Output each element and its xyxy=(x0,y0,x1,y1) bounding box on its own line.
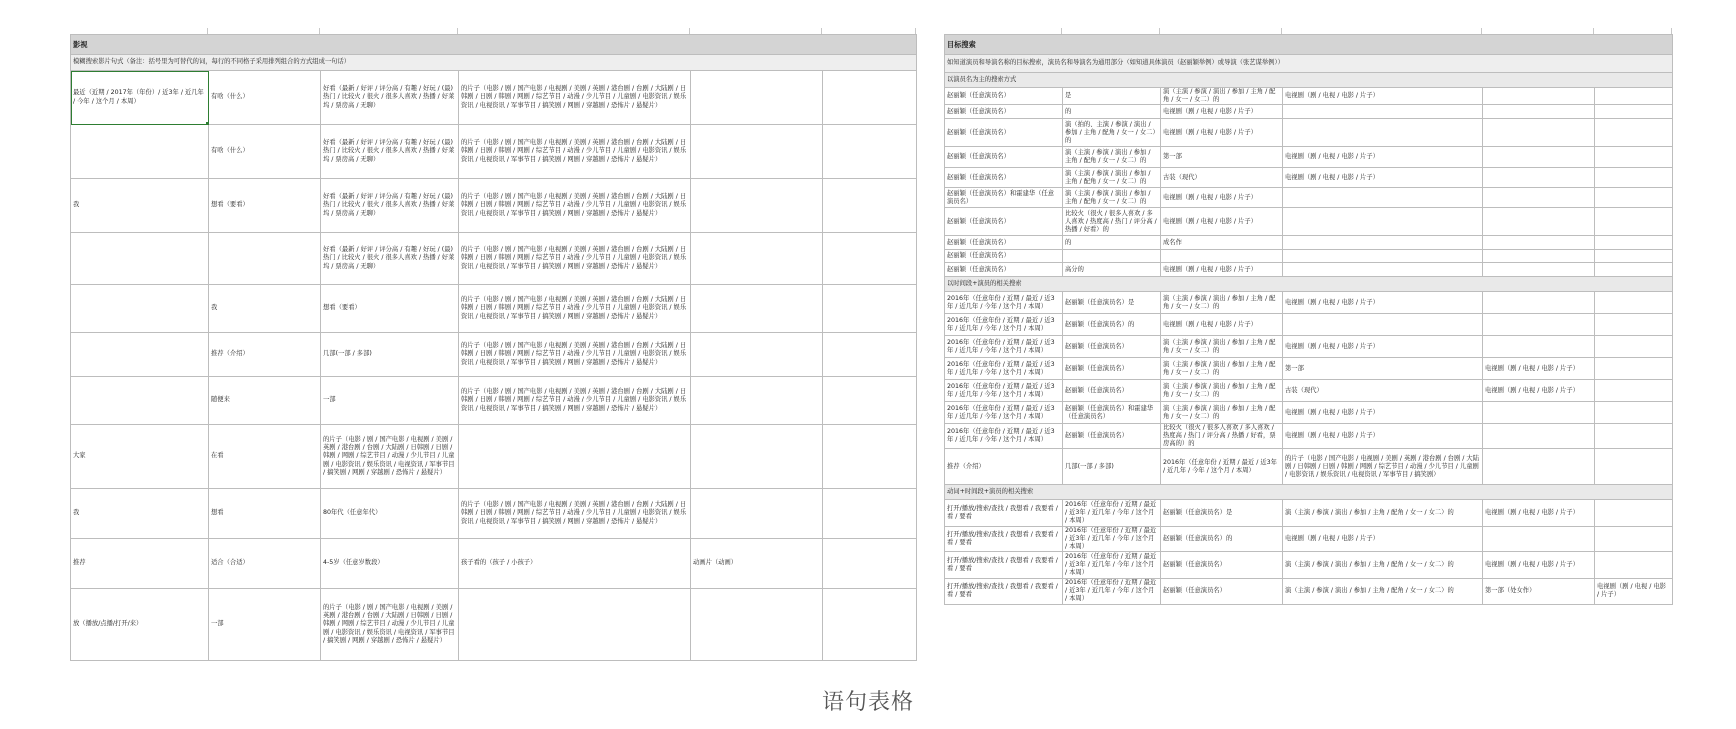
table-cell[interactable]: 80年代（任意年代） xyxy=(321,489,459,539)
table-cell[interactable] xyxy=(1595,147,1673,168)
right-top-gridlines xyxy=(944,28,1672,34)
table-cell[interactable]: 电视剧（剧 / 电视 / 电影 / 片子） xyxy=(1283,88,1483,105)
table-cell[interactable]: 赵丽颖（任意演员名） xyxy=(945,236,1063,250)
table-cell[interactable] xyxy=(71,233,209,285)
table-cell[interactable] xyxy=(1483,250,1595,263)
table-row xyxy=(71,179,917,233)
table-row xyxy=(945,208,1673,236)
table-cell[interactable]: 打开/播放/搜索/查找 / 我想看 / 我要看 / 看 / 要看 xyxy=(945,579,1063,604)
table-cell[interactable]: 几部(一部 / 多部) xyxy=(1063,449,1161,485)
table-row xyxy=(945,358,1673,380)
table-cell[interactable] xyxy=(823,285,917,333)
table-cell[interactable] xyxy=(1483,208,1595,236)
table-cell[interactable] xyxy=(1595,119,1673,147)
table-cell[interactable] xyxy=(1283,119,1483,147)
table-cell[interactable]: 的片子（电影 / 剧 / 国产电影 / 电视剧 / 美剧 / 英剧 / 港台剧 / 台剧 / 大陆剧 / 日韩剧 / 日剧 / 韩剧 / 网剧 / 综艺节目 / 动漫 / 少儿节目 / 儿童剧 / 电影资讯 / 娱乐资讯 / 电视资讯 / 军事节目 / 搞笑剧 / 网剧 / 穿越剧 / 恐怖片 / 悬疑片） xyxy=(459,377,691,425)
section-heading xyxy=(945,277,1673,292)
table-row xyxy=(71,539,917,589)
table-cell[interactable] xyxy=(1283,208,1483,236)
table-row xyxy=(945,188,1673,208)
table-cell[interactable]: 古装（现代） xyxy=(1283,380,1483,402)
right-spreadsheet xyxy=(944,34,1672,668)
table-cell[interactable] xyxy=(1483,449,1595,485)
table-cell[interactable]: 赵丽颖（任意演员名） xyxy=(1063,380,1161,402)
table-cell[interactable]: 比较火（很火 / 很多人喜欢 / 多人喜欢 / 热度高 / 热门 / 评分高 / 热播 / 好看）的 xyxy=(1063,208,1161,236)
table-cell[interactable]: 2016年（任意年份 / 近期 / 最近 / 近3年 / 近几年 / 今年 / 这个月 / 本周） xyxy=(1063,527,1161,552)
table-cell[interactable] xyxy=(1483,527,1595,552)
table-cell[interactable]: 2016年（任意年份 / 近期 / 最近 / 近3年 / 近几年 / 今年 / 这个月 / 本周） xyxy=(945,336,1063,358)
table-cell[interactable]: 一部 xyxy=(209,589,321,661)
gridline-tick xyxy=(457,28,458,34)
table-cell[interactable] xyxy=(1483,147,1595,168)
table-cell[interactable] xyxy=(691,333,823,377)
table-row xyxy=(945,263,1673,277)
table-cell[interactable] xyxy=(459,425,691,489)
table-cell[interactable] xyxy=(1595,527,1673,552)
table-cell[interactable]: 的片子（电影 / 剧 / 国产电影 / 电视剧 / 美剧 / 英剧 / 港台剧 / 台剧 / 大陆剧 / 日韩剧 / 日剧 / 韩剧 / 网剧 / 综艺节目 / 动漫 / 少儿节目 / 儿童剧 / 电影资讯 / 娱乐资讯 / 电视资讯 / 军事节目 / 搞笑剧 / 网剧 / 穿越剧 / 恐怖片 / 悬疑片） xyxy=(459,285,691,333)
section-heading xyxy=(945,73,1673,88)
table-cell[interactable]: 2016年（任意年份 / 近期 / 最近 / 近3年 / 近几年 / 今年 / 这个月 / 本周） xyxy=(945,358,1063,380)
table-cell[interactable] xyxy=(1595,449,1673,485)
table-cell[interactable]: 演（主演 / 参演 / 演出 / 参加 / 主角 / 配角 / 女一 / 女二）的 xyxy=(1283,579,1483,604)
table-cell[interactable]: 电视剧（剧 / 电视 / 电影 / 片子） xyxy=(1483,358,1595,380)
table-cell[interactable] xyxy=(1483,292,1595,314)
table-cell[interactable]: 赵丽颖（任意演员名） xyxy=(1063,358,1161,380)
table-cell[interactable]: 赵丽颖（任意演员名）和霍建华（任意演员名） xyxy=(1063,402,1161,424)
table-cell[interactable] xyxy=(823,377,917,425)
table-cell[interactable] xyxy=(1483,263,1595,277)
table-cell[interactable] xyxy=(1595,552,1673,579)
table-cell[interactable] xyxy=(1595,424,1673,449)
table-cell[interactable] xyxy=(1161,250,1283,263)
section-heading xyxy=(945,485,1673,500)
table-cell[interactable] xyxy=(1595,88,1673,105)
table-cell[interactable]: 演（主演 / 参演 / 演出 / 参加 / 主角 / 配角 / 女一 / 女二）的 xyxy=(1063,147,1161,168)
table-cell[interactable] xyxy=(71,333,209,377)
right-sheet-title xyxy=(945,35,1673,55)
table-row xyxy=(945,147,1673,168)
table-cell[interactable] xyxy=(1283,263,1483,277)
table-row xyxy=(945,527,1673,552)
gridline-tick xyxy=(1281,28,1282,34)
table-cell[interactable] xyxy=(1483,314,1595,336)
table-row xyxy=(71,589,917,661)
table-row xyxy=(71,333,917,377)
gridline-tick xyxy=(821,28,822,34)
table-cell[interactable]: 赵丽颖（任意演员名） xyxy=(945,88,1063,105)
table-cell[interactable]: 演（主演 / 参演 / 演出 / 参加 / 主角 / 配角 / 女一 / 女二）的 xyxy=(1161,88,1283,105)
table-cell[interactable] xyxy=(1595,402,1673,424)
table-cell[interactable]: 电视剧（剧 / 电视 / 电影 / 片子） xyxy=(1283,147,1483,168)
table-cell[interactable] xyxy=(1595,336,1673,358)
right-sheet-note xyxy=(945,55,1673,73)
table-cell[interactable]: 演（主演 / 参演 / 演出 / 参加 / 主角 / 配角 / 女一 / 女二）的 xyxy=(1283,500,1483,527)
table-cell[interactable] xyxy=(1595,358,1673,380)
table-row xyxy=(945,552,1673,579)
table-cell[interactable]: 赵丽颖（任意演员名） xyxy=(945,250,1063,263)
right-sheet-title-cell[interactable]: 目标搜索 xyxy=(945,35,1673,55)
gridline-tick xyxy=(1159,28,1160,34)
table-cell[interactable]: 电视剧（剧 / 电视 / 电影 / 片子） xyxy=(1161,119,1283,147)
table-cell[interactable] xyxy=(1595,236,1673,250)
table-cell[interactable] xyxy=(823,489,917,539)
table-cell[interactable]: 适合（合适） xyxy=(209,539,321,589)
table-cell[interactable]: 打开/播放/搜索/查找 / 我想看 / 我要看 / 看 / 要看 xyxy=(945,500,1063,527)
table-cell[interactable] xyxy=(691,179,823,233)
table-cell[interactable]: 的片子（电影 / 剧 / 国产电影 / 电视剧 / 美剧 / 英剧 / 港台剧 / 台剧 / 大陆剧 / 日韩剧 / 日剧 / 韩剧 / 网剧 / 综艺节目 / 动漫 / 少儿节目 / 儿童剧 / 电影资讯 / 娱乐资讯 / 电视资讯 / 军事节目 / 搞笑剧 / 网剧 / 穿越剧 / 恐怖片 / 悬疑片） xyxy=(459,233,691,285)
table-cell[interactable] xyxy=(209,233,321,285)
left-sentence-table xyxy=(70,34,917,661)
table-cell[interactable]: 赵丽颖（任意演员名） xyxy=(1161,579,1283,604)
table-cell[interactable] xyxy=(1483,119,1595,147)
section-heading-cell[interactable]: 动词+时间段+演员的相关搜索 xyxy=(945,485,1673,500)
table-cell[interactable]: 赵丽颖（任意演员名） xyxy=(1063,424,1161,449)
table-cell[interactable] xyxy=(1283,250,1483,263)
table-cell[interactable]: 2016年（任意年份 / 近期 / 最近 / 近3年 / 近几年 / 今年 / 这个月 / 本周） xyxy=(945,380,1063,402)
table-cell[interactable]: 赵丽颖（任意演员名） xyxy=(1161,552,1283,579)
gridline-tick xyxy=(207,28,208,34)
left-sheet-title-cell[interactable]: 影视 xyxy=(71,35,917,55)
table-row xyxy=(945,236,1673,250)
table-cell[interactable]: 电视剧（剧 / 电视 / 电影 / 片子） xyxy=(1283,402,1483,424)
table-cell[interactable]: 2016年（任意年份 / 近期 / 最近 / 近3年 / 近几年 / 今年 / 这个月 / 本周） xyxy=(1161,449,1283,485)
table-cell[interactable] xyxy=(1595,314,1673,336)
table-row xyxy=(945,314,1673,336)
table-row xyxy=(71,71,917,125)
table-cell[interactable] xyxy=(1483,188,1595,208)
table-cell[interactable] xyxy=(1595,380,1673,402)
table-cell[interactable] xyxy=(1483,105,1595,119)
table-cell[interactable] xyxy=(1595,263,1673,277)
table-cell[interactable]: 4-5岁（任意岁数段） xyxy=(321,539,459,589)
table-cell[interactable]: 电视剧（剧 / 电视 / 电影 / 片子） xyxy=(1283,527,1483,552)
table-cell[interactable]: 有啥（什么） xyxy=(209,71,321,125)
table-row xyxy=(71,285,917,333)
right-target-search-table xyxy=(944,34,1673,605)
table-cell[interactable]: 的片子（电影 / 剧 / 国产电影 / 电视剧 / 美剧 / 英剧 / 港台剧 / 台剧 / 大陆剧 / 日韩剧 / 日剧 / 韩剧 / 网剧 / 综艺节目 / 动漫 / 少儿节目 / 儿童剧 / 电影资讯 / 娱乐资讯 / 电视资讯 / 军事节目 / 搞笑剧 / 网剧 / 穿越剧 / 恐怖片 / 悬疑片） xyxy=(459,333,691,377)
table-cell[interactable]: 电视剧（剧 / 电视 / 电影 / 片子） xyxy=(1283,292,1483,314)
table-cell[interactable] xyxy=(1483,236,1595,250)
table-cell[interactable]: 赵丽颖（任意演员名） xyxy=(945,168,1063,188)
table-row xyxy=(945,119,1673,147)
gridline-tick xyxy=(915,28,916,34)
gridline-tick xyxy=(1481,28,1482,34)
table-cell[interactable]: 演（主演 / 参演 / 演出 / 参加 / 主角 / 配角 / 女一 / 女二）的 xyxy=(1063,168,1161,188)
table-cell[interactable]: 赵丽颖（任意演员名）是 xyxy=(1161,500,1283,527)
table-row xyxy=(945,336,1673,358)
table-cell[interactable] xyxy=(691,425,823,489)
table-cell[interactable] xyxy=(1595,292,1673,314)
table-cell[interactable]: 想看（要看） xyxy=(321,285,459,333)
table-cell[interactable]: 赵丽颖（任意演员名）的 xyxy=(1063,314,1161,336)
table-row xyxy=(945,168,1673,188)
table-cell[interactable]: 电视剧（剧 / 电视 / 电影 / 片子） xyxy=(1483,552,1595,579)
table-cell[interactable]: 我 xyxy=(209,285,321,333)
table-cell[interactable]: 第一部 xyxy=(1283,358,1483,380)
table-cell[interactable]: 第一部（处女作） xyxy=(1483,579,1595,604)
table-cell[interactable]: 好看（最新 / 好评 / 评分高 / 有趣 / 好玩 / (最) 热门 / 比较火 / 很火 / 很多人喜欢 / 热播 / 好莱坞 / 票房高 / 无聊） xyxy=(321,179,459,233)
table-row xyxy=(945,402,1673,424)
table-cell[interactable]: 比较火（很火 / 很多人喜欢 / 多人喜欢 / 热度高 / 热门 / 评分高 / 热播 / 好看，票房高的）的 xyxy=(1161,424,1283,449)
table-cell[interactable]: 古装（现代） xyxy=(1161,168,1283,188)
table-cell[interactable]: 放（播放/点播/打开/来） xyxy=(71,589,209,661)
table-cell[interactable]: 演（主演 / 参演 / 演出 / 参加 / 主角 / 配角 / 女一 / 女二）的 xyxy=(1161,358,1283,380)
table-cell[interactable]: 的片子（电影 / 剧 / 国产电影 / 电视剧 / 美剧 / 英剧 / 港台剧 / 台剧 / 大陆剧 / 日韩剧 / 日剧 / 韩剧 / 网剧 / 综艺节目 / 动漫 / 少儿节目 / 儿童剧 / 电影资讯 / 娱乐资讯 / 电视资讯 / 军事节目 / 搞笑剧 / 网剧 / 穿越剧 / 恐怖片 / 悬疑片） xyxy=(459,125,691,179)
table-cell[interactable] xyxy=(1483,88,1595,105)
table-cell[interactable]: 2016年（任意年份 / 近期 / 最近 / 近3年 / 近几年 / 今年 / 这个月 / 本周） xyxy=(945,314,1063,336)
table-cell[interactable]: 动画片（动画） xyxy=(691,539,823,589)
table-cell[interactable]: 有啥（什么） xyxy=(209,125,321,179)
table-cell[interactable]: 打开/播放/搜索/查找 / 我想看 / 我要看 / 看 / 要看 xyxy=(945,527,1063,552)
table-cell[interactable]: 的片子（电影 / 剧 / 国产电影 / 电视剧 / 美剧 / 英剧 / 港台剧 / 台剧 / 大陆剧 / 日韩剧 / 日剧 / 韩剧 / 网剧 / 综艺节目 / 动漫 / 少儿节目 / 儿童剧 / 电影资讯 / 娱乐资讯 / 电视资讯 / 军事节目 / 搞笑剧 / 网剧 / 穿越剧 / 恐怖片 / 悬疑片） xyxy=(459,179,691,233)
gridline-tick xyxy=(1061,28,1062,34)
table-cell[interactable] xyxy=(1283,236,1483,250)
table-cell[interactable] xyxy=(1063,250,1161,263)
table-cell[interactable] xyxy=(71,285,209,333)
table-cell[interactable]: 赵丽颖（任意演员名） xyxy=(945,208,1063,236)
gridline-tick xyxy=(1593,28,1594,34)
table-cell[interactable] xyxy=(459,589,691,661)
table-cell[interactable]: 推荐 xyxy=(71,539,209,589)
table-cell[interactable]: 赵丽颖（任意演员名）是 xyxy=(1063,292,1161,314)
selected-cell[interactable]: 最近（近期 / 2017年（年份）/ 近3年 / 近几年 / 今年 / 这个月 / 本周） xyxy=(71,71,209,125)
table-cell[interactable] xyxy=(823,233,917,285)
table-cell[interactable] xyxy=(691,489,823,539)
table-cell[interactable]: 电视剧（剧 / 电视 / 电影 / 片子） xyxy=(1161,263,1283,277)
table-cell[interactable]: 电视剧（剧 / 电视 / 电影 / 片子） xyxy=(1161,208,1283,236)
table-cell[interactable] xyxy=(71,125,209,179)
table-cell[interactable]: 想看（要看） xyxy=(209,179,321,233)
table-cell[interactable] xyxy=(1595,250,1673,263)
table-cell[interactable]: 孩子看的（孩子 / 小孩子） xyxy=(459,539,691,589)
section-heading-cell[interactable]: 以演员名为主的搜索方式 xyxy=(945,73,1673,88)
table-cell[interactable]: 我 xyxy=(71,489,209,539)
table-cell[interactable] xyxy=(1595,188,1673,208)
table-cell[interactable]: 电视剧（剧 / 电视 / 电影 / 片子） xyxy=(1161,105,1283,119)
table-cell[interactable]: 演（主演 / 参演 / 演出 / 参加 / 主角 / 配角 / 女一 / 女二）的 xyxy=(1161,292,1283,314)
table-cell[interactable]: 第一部 xyxy=(1161,147,1283,168)
table-cell[interactable]: 在看 xyxy=(209,425,321,489)
table-cell[interactable] xyxy=(1483,424,1595,449)
left-sheet-note-cell[interactable]: 模糊搜索影片句式（备注：括号里为可替代的词，每行的不同格子采用排列组合的方式组成一句话） xyxy=(71,55,917,71)
table-row xyxy=(945,105,1673,119)
gridline-tick xyxy=(319,28,320,34)
table-cell[interactable]: 演（主演 / 参演 / 演出 / 参加 / 主角 / 配角 / 女一 / 女二）的 xyxy=(1283,552,1483,579)
table-cell[interactable]: 推荐（介绍） xyxy=(945,449,1063,485)
table-cell[interactable]: 演（拍的、主演 / 参演 / 演出 / 参加 / 主角 / 配角 / 女一 / 女二）的 xyxy=(1063,119,1161,147)
table-cell[interactable]: 赵丽颖（任意演员名）的 xyxy=(1161,527,1283,552)
table-row xyxy=(945,500,1673,527)
table-cell[interactable]: 赵丽颖（任意演员名） xyxy=(1063,336,1161,358)
table-cell[interactable] xyxy=(1483,402,1595,424)
left-spreadsheet xyxy=(70,34,916,668)
table-cell[interactable]: 好看（最新 / 好评 / 评分高 / 有趣 / 好玩 / (最) 热门 / 比较火 / 很火 / 很多人喜欢 / 热播 / 好莱坞 / 票房高 / 无聊） xyxy=(321,233,459,285)
table-row xyxy=(945,449,1673,485)
table-cell[interactable]: 是 xyxy=(1063,88,1161,105)
table-cell[interactable] xyxy=(1595,500,1673,527)
table-cell[interactable]: 电视剧（剧 / 电视 / 电影 / 片子） xyxy=(1161,314,1283,336)
table-cell[interactable] xyxy=(691,71,823,125)
table-cell[interactable]: 大家 xyxy=(71,425,209,489)
table-row xyxy=(945,424,1673,449)
table-cell[interactable]: 高分的 xyxy=(1063,263,1161,277)
table-cell[interactable] xyxy=(823,589,917,661)
table-cell[interactable]: 推荐（介绍） xyxy=(209,333,321,377)
table-cell[interactable]: 电视剧（剧 / 电视 / 电影 / 片子） xyxy=(1283,336,1483,358)
table-row xyxy=(71,233,917,285)
table-row xyxy=(945,250,1673,263)
table-cell[interactable]: 电视剧（剧 / 电视 / 电影 / 片子） xyxy=(1283,424,1483,449)
gridline-tick xyxy=(1671,28,1672,34)
table-row xyxy=(945,292,1673,314)
table-cell[interactable] xyxy=(691,233,823,285)
table-cell[interactable]: 电视剧（剧 / 电视 / 电影 / 片子） xyxy=(1483,380,1595,402)
left-sheet-note xyxy=(71,55,917,71)
table-cell[interactable]: 演（主演 / 参演 / 演出 / 参加 / 主角 / 配角 / 女一 / 女二）的 xyxy=(1161,402,1283,424)
table-cell[interactable]: 好看（最新 / 好评 / 评分高 / 有趣 / 好玩 / (最) 热门 / 比较火 / 很火 / 很多人喜欢 / 热播 / 好莱坞 / 票房高 / 无聊） xyxy=(321,71,459,125)
table-row xyxy=(71,125,917,179)
table-cell[interactable] xyxy=(823,125,917,179)
table-row xyxy=(945,380,1673,402)
table-cell[interactable]: 2016年（任意年份 / 近期 / 最近 / 近3年 / 近几年 / 今年 / 这个月 / 本周） xyxy=(1063,500,1161,527)
table-cell[interactable]: 想看 xyxy=(209,489,321,539)
table-cell[interactable]: 赵丽颖（任意演员名） xyxy=(945,147,1063,168)
table-cell[interactable] xyxy=(71,377,209,425)
table-cell[interactable] xyxy=(823,71,917,125)
table-cell[interactable]: 演（主演 / 参演 / 演出 / 参加 / 主角 / 配角 / 女一 / 女二）的 xyxy=(1161,380,1283,402)
table-cell[interactable] xyxy=(823,539,917,589)
table-cell[interactable] xyxy=(691,125,823,179)
table-row xyxy=(945,88,1673,105)
table-cell[interactable] xyxy=(823,333,917,377)
table-cell[interactable]: 2016年（任意年份 / 近期 / 最近 / 近3年 / 近几年 / 今年 / 这个月 / 本周） xyxy=(945,424,1063,449)
table-row xyxy=(71,489,917,539)
table-cell[interactable]: 赵丽颖（任意演员名） xyxy=(945,263,1063,277)
table-cell[interactable]: 的 xyxy=(1063,236,1161,250)
table-cell[interactable] xyxy=(691,377,823,425)
table-cell[interactable]: 随便来 xyxy=(209,377,321,425)
section-heading-cell[interactable]: 以时间段+演员的相关搜索 xyxy=(945,277,1673,292)
table-cell[interactable]: 电视剧（剧 / 电视 / 电影 / 片子） xyxy=(1595,579,1673,604)
table-cell[interactable]: 2016年（任意年份 / 近期 / 最近 / 近3年 / 近几年 / 今年 / 这个月 / 本周） xyxy=(1063,552,1161,579)
table-cell[interactable]: 演（主演 / 参演 / 演出 / 参加 / 主角 / 配角 / 女一 / 女二）的 xyxy=(1063,188,1161,208)
table-cell[interactable]: 的片子（电影 / 剧 / 国产电影 / 电视剧 / 美剧 / 英剧 / 港台剧 / 台剧 / 大陆剧 / 日韩剧 / 日剧 / 韩剧 / 网剧 / 综艺节目 / 动漫 / 少儿节目 / 儿童剧 / 电影资讯 / 娱乐资讯 / 电视资讯 / 军事节目 / 搞笑剧 / 网剧 / 穿越剧 / 恐怖片 / 悬疑片） xyxy=(321,589,459,661)
table-row xyxy=(71,377,917,425)
table-cell[interactable]: 的片子（电影 / 剧 / 国产电影 / 电视剧 / 美剧 / 英剧 / 港台剧 / 台剧 / 大陆剧 / 日韩剧 / 日剧 / 韩剧 / 网剧 / 综艺节目 / 动漫 / 少儿节目 / 儿童剧 / 电影资讯 / 娱乐资讯 / 电视资讯 / 军事节目 / 搞笑剧 / 网剧 / 穿越剧 / 恐怖片 / 悬疑片） xyxy=(459,489,691,539)
table-cell[interactable]: 好看（最新 / 好评 / 评分高 / 有趣 / 好玩 / (最) 热门 / 比较火 / 很火 / 很多人喜欢 / 热播 / 好莱坞 / 票房高 / 无聊） xyxy=(321,125,459,179)
table-cell[interactable]: 的片子（电影 / 国产电影 / 电视剧 / 美剧 / 英剧 / 港台剧 / 台剧 / 大陆剧 / 日韩剧 / 日剧 / 韩剧 / 网剧 / 综艺节目 / 动漫 / 少儿节目 / 儿童剧 / 电影资讯 / 娱乐资讯 / 电视资讯 / 军事节目 / 搞笑剧） xyxy=(1283,449,1483,485)
table-cell[interactable] xyxy=(1595,168,1673,188)
table-cell[interactable] xyxy=(1483,336,1595,358)
table-cell[interactable] xyxy=(823,425,917,489)
table-cell[interactable] xyxy=(1595,208,1673,236)
table-cell[interactable] xyxy=(1283,188,1483,208)
table-cell[interactable] xyxy=(691,285,823,333)
table-cell[interactable]: 电视剧（剧 / 电视 / 电影 / 片子） xyxy=(1161,188,1283,208)
table-cell[interactable]: 的 xyxy=(1063,105,1161,119)
table-cell[interactable]: 打开/播放/搜索/查找 / 我想看 / 我要看 / 看 / 要看 xyxy=(945,552,1063,579)
table-cell[interactable]: 一部 xyxy=(321,377,459,425)
right-sheet-note-cell[interactable]: 如知道演员和导演名称的目标搜索，演员名和导演名为通用部分（如知道具体演员（赵丽颖举例）或导演（张艺谋举例）） xyxy=(945,55,1673,73)
figure-caption: 语句表格 xyxy=(821,690,914,715)
table-cell[interactable]: 的片子（电影 / 剧 / 国产电影 / 电视剧 / 美剧 / 英剧 / 港台剧 / 台剧 / 大陆剧 / 日韩剧 / 日剧 / 韩剧 / 网剧 / 综艺节目 / 动漫 / 少儿节目 / 儿童剧 / 电影资讯 / 娱乐资讯 / 电视资讯 / 军事节目 / 搞笑剧 / 网剧 / 穿越剧 / 恐怖片 / 悬疑片） xyxy=(459,71,691,125)
left-sheet-title xyxy=(71,35,917,55)
table-cell[interactable] xyxy=(823,179,917,233)
table-row xyxy=(945,579,1673,604)
table-cell[interactable]: 的片子（电影 / 剧 / 国产电影 / 电视剧 / 美剧 / 英剧 / 港台剧 / 台剧 / 大陆剧 / 日韩剧 / 日剧 / 韩剧 / 网剧 / 综艺节目 / 动漫 / 少儿节目 / 儿童剧 / 电影资讯 / 娱乐资讯 / 电视资讯 / 军事节目 / 搞笑剧 / 网剧 / 穿越剧 / 恐怖片 / 悬疑片） xyxy=(321,425,459,489)
table-cell[interactable]: 演（主演 / 参演 / 演出 / 参加 / 主角 / 配角 / 女一 / 女二）的 xyxy=(1161,336,1283,358)
table-cell[interactable] xyxy=(1283,314,1483,336)
table-cell[interactable]: 我 xyxy=(71,179,209,233)
table-cell[interactable]: 几部(一部 / 多部) xyxy=(321,333,459,377)
table-cell[interactable]: 2016年（任意年份 / 近期 / 最近 / 近3年 / 近几年 / 今年 / 这个月 / 本周） xyxy=(945,402,1063,424)
table-cell[interactable]: 2016年（任意年份 / 近期 / 最近 / 近3年 / 近几年 / 今年 / 这个月 / 本周） xyxy=(1063,579,1161,604)
table-cell[interactable]: 电视剧（剧 / 电视 / 电影 / 片子） xyxy=(1483,500,1595,527)
table-cell[interactable]: 赵丽颖（任意演员名） xyxy=(945,119,1063,147)
table-cell[interactable] xyxy=(691,589,823,661)
table-row xyxy=(71,425,917,489)
table-cell[interactable]: 赵丽颖（任意演员名）和霍建华（任意演员名） xyxy=(945,188,1063,208)
table-cell[interactable] xyxy=(1595,105,1673,119)
table-cell[interactable] xyxy=(1483,168,1595,188)
gridline-tick xyxy=(689,28,690,34)
table-cell[interactable]: 成名作 xyxy=(1161,236,1283,250)
table-cell[interactable]: 电视剧（剧 / 电视 / 电影 / 片子） xyxy=(1283,168,1483,188)
table-cell[interactable]: 赵丽颖（任意演员名） xyxy=(945,105,1063,119)
left-top-gridlines xyxy=(70,28,916,34)
table-cell[interactable] xyxy=(1283,105,1483,119)
table-cell[interactable]: 2016年（任意年份 / 近期 / 最近 / 近3年 / 近几年 / 今年 / 这个月 / 本周） xyxy=(945,292,1063,314)
